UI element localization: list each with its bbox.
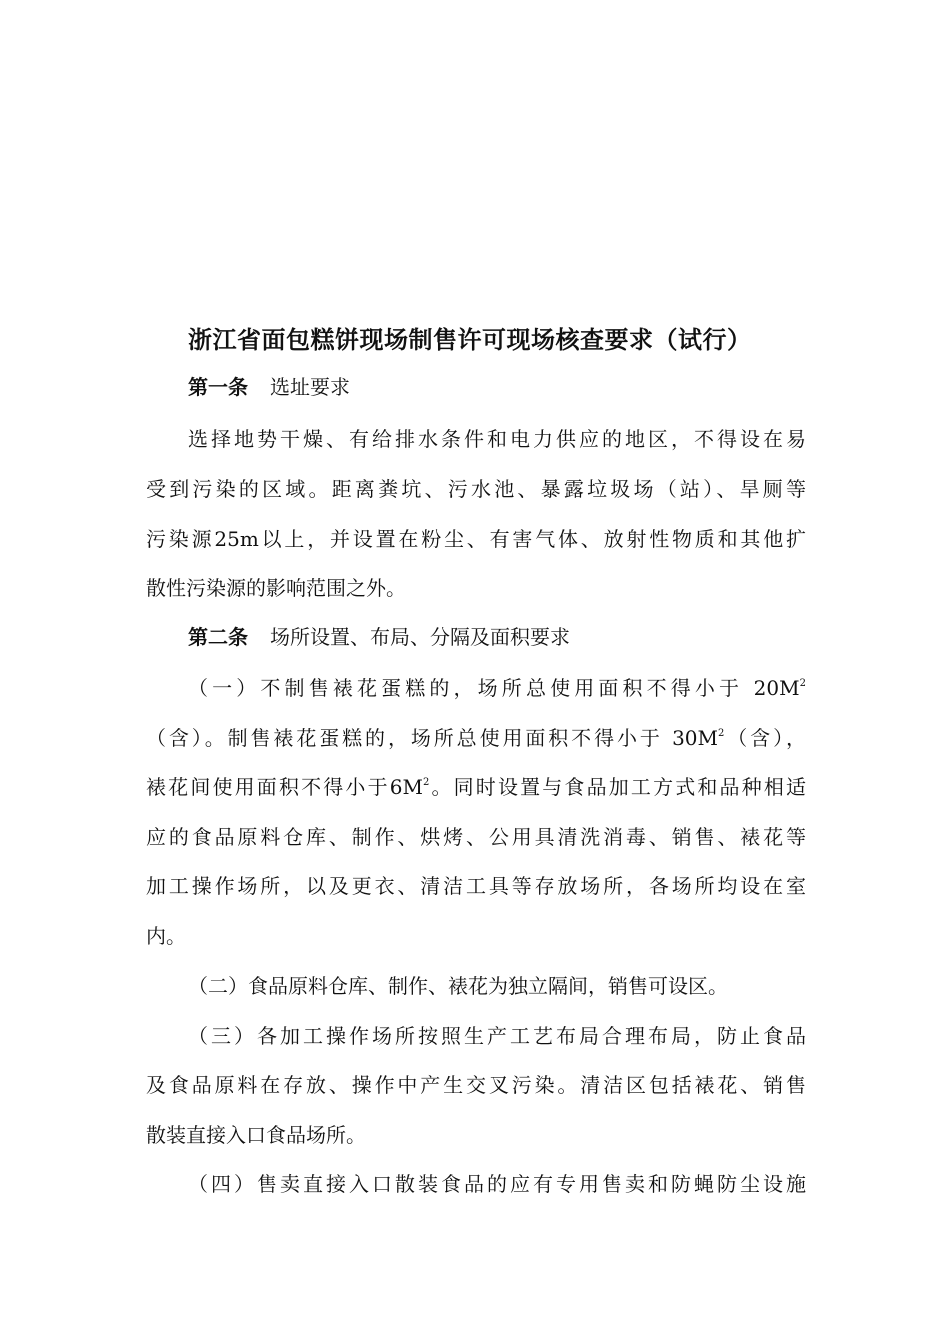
line-text: 裱花间使用面积不得小于6M bbox=[146, 775, 423, 799]
document-title: 浙江省面包糕饼现场制售许可现场核查要求（试行） bbox=[188, 326, 752, 354]
superscript: 2 bbox=[799, 678, 806, 689]
article-2-p2-line: （二）食品原料仓库、制作、裱花为独立隔间，销售可设区。 bbox=[188, 974, 728, 998]
article-1-line: 污染源25m以上，并设置在粉尘、有害气体、放射性物质和其他扩 bbox=[146, 527, 806, 551]
article-2-p1-line: 应的食品原料仓库、制作、烘烤、公用具清洗消毒、销售、裱花等 bbox=[146, 825, 806, 849]
article-1-title: 选址要求 bbox=[270, 375, 350, 399]
superscript: 2 bbox=[422, 777, 430, 788]
superscript: 2 bbox=[718, 728, 725, 739]
article-2-number: 第二条 bbox=[188, 625, 248, 649]
article-1-line: 选择地势干燥、有给排水条件和电力供应的地区，不得设在易 bbox=[188, 427, 806, 451]
article-2-p1-line: 内。 bbox=[146, 924, 186, 948]
article-2-p3-line: 及食品原料在存放、操作中产生交叉污染。清洁区包括裱花、销售 bbox=[146, 1073, 806, 1097]
article-2-title: 场所设置、布局、分隔及面积要求 bbox=[270, 625, 570, 649]
article-2-p1-line: 加工操作场所，以及更衣、清洁工具等存放场所，各场所均设在室 bbox=[146, 874, 806, 898]
article-2-p1-line bbox=[188, 668, 806, 708]
line-text: （一）不制售裱花蛋糕的，场所总使用面积不得小于 20M bbox=[188, 676, 800, 700]
article-2-p3-line: 散装直接入口食品场所。 bbox=[146, 1123, 366, 1147]
line-text: 。同时设置与食品加工方式和品种相适 bbox=[429, 775, 807, 799]
article-2-p4-line: （四）售卖直接入口散装食品的应有专用售卖和防蝇防尘设施 bbox=[188, 1172, 806, 1196]
line-text: （含）。制售裱花蛋糕的，场所总使用面积不得小于 30M bbox=[146, 726, 718, 750]
article-2-p1-line bbox=[146, 767, 806, 807]
line-text: （含）， bbox=[724, 726, 806, 750]
article-1-line: 受到污染的区域。距离粪坑、污水池、暴露垃圾场（站）、旱厕等 bbox=[146, 477, 806, 501]
article-2-heading bbox=[188, 617, 570, 657]
article-1-heading bbox=[188, 367, 350, 407]
article-2-p3-line: （三）各加工操作场所按照生产工艺布局合理布局，防止食品 bbox=[188, 1024, 806, 1048]
article-1-number: 第一条 bbox=[188, 375, 248, 399]
article-2-p1-line bbox=[146, 718, 806, 758]
article-1-line: 散性污染源的影响范围之外。 bbox=[146, 576, 406, 600]
